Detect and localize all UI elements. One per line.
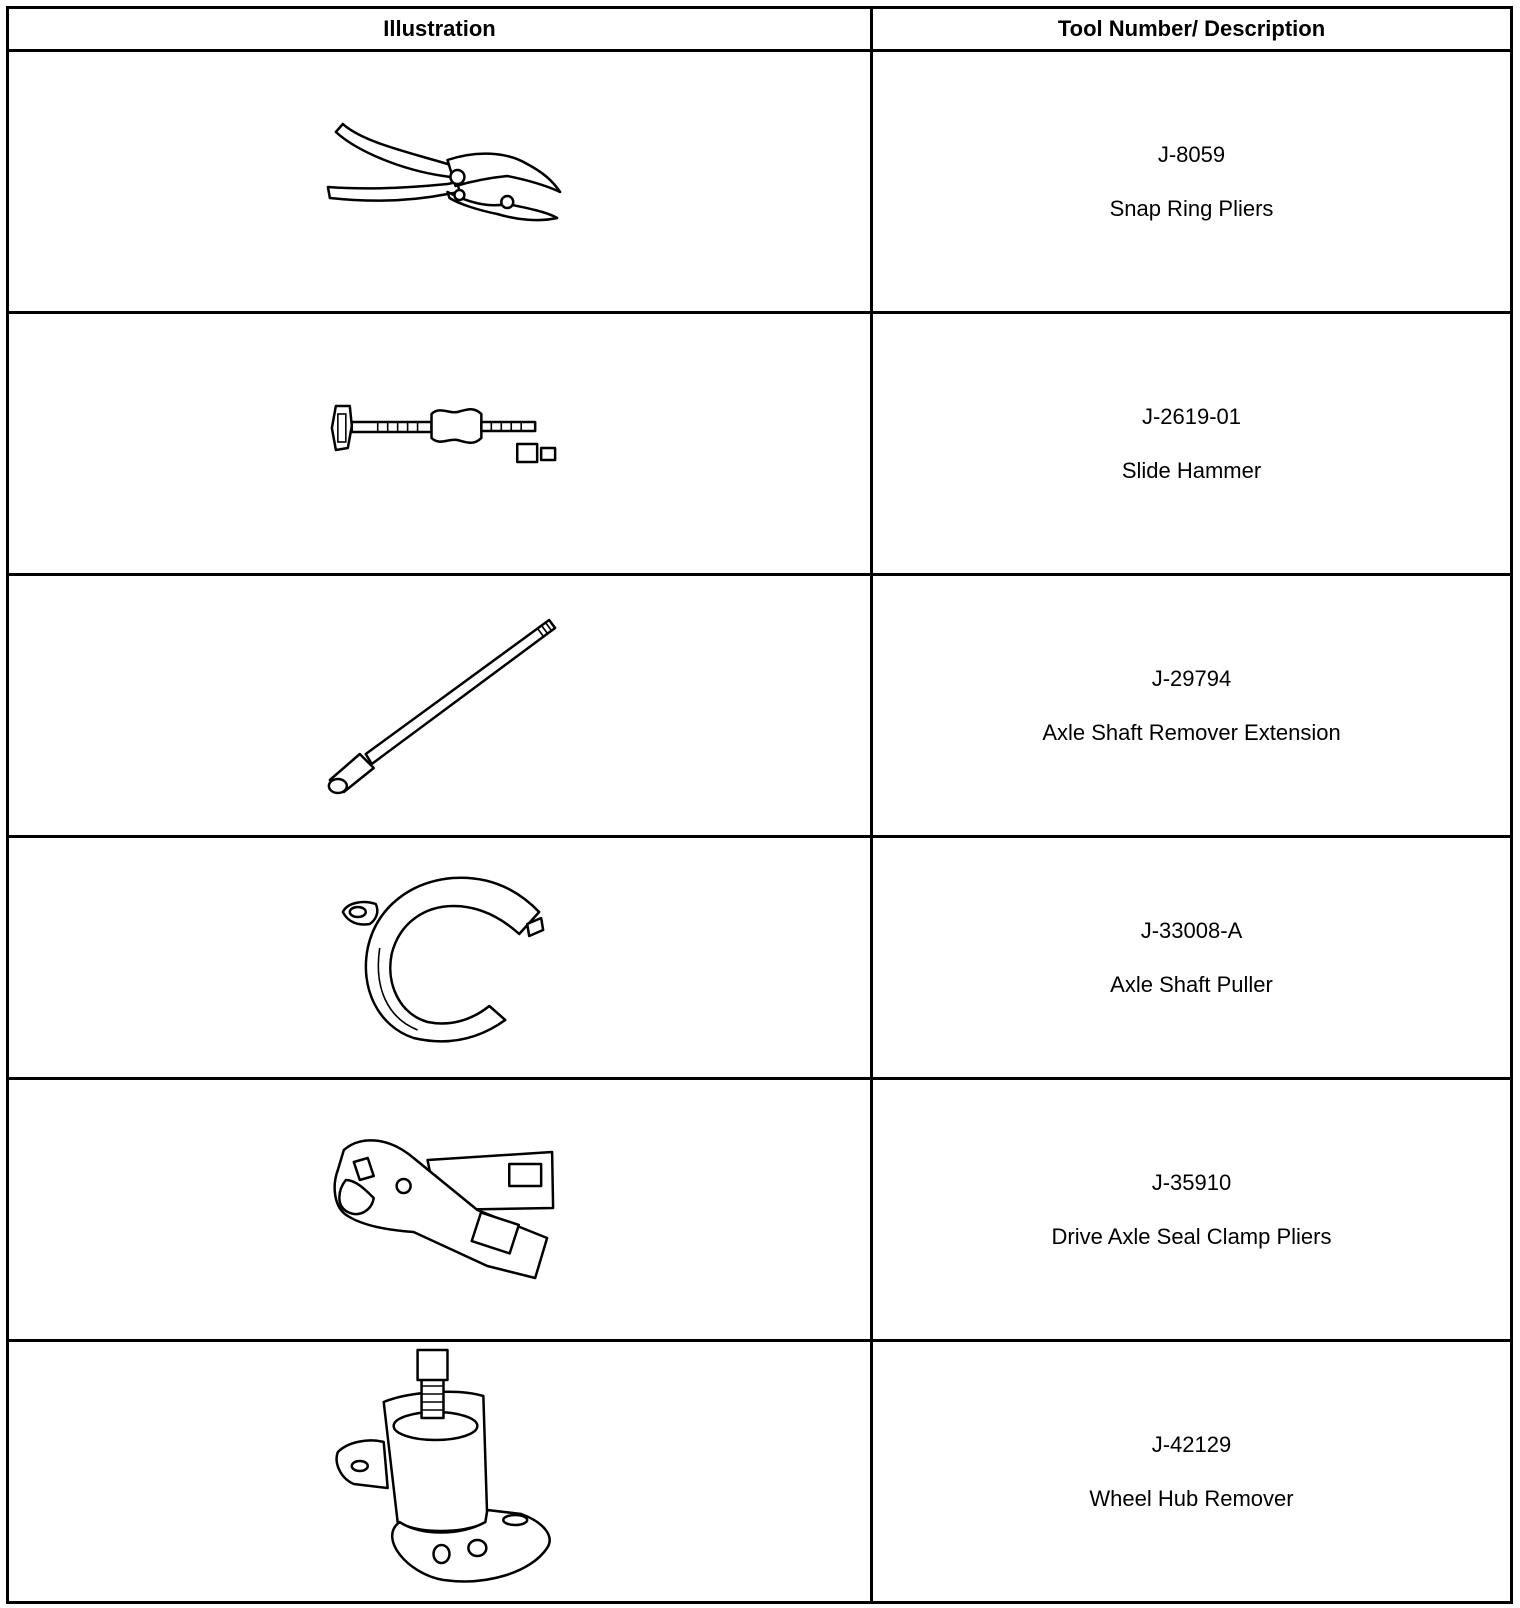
tool-description-cell — [872, 1079, 1512, 1341]
illustration-cell — [8, 1079, 872, 1341]
tool-description-cell — [872, 575, 1512, 837]
tool-name: Slide Hammer — [1121, 457, 1262, 483]
drive-axle-seal-clamp-pliers-illustration — [9, 1080, 870, 1339]
tool-name: Snap Ring Pliers — [1109, 195, 1274, 221]
table-row — [8, 575, 1512, 837]
axle-shaft-puller-illustration — [9, 838, 870, 1077]
tool-description-cell — [872, 51, 1512, 313]
tool-name: Drive Axle Seal Clamp Pliers — [1051, 1223, 1332, 1249]
illustration-cell — [8, 313, 872, 575]
column-header-illustration: Illustration — [8, 8, 872, 51]
tool-description-cell — [872, 837, 1512, 1079]
tool-number: J-33008-A — [1140, 917, 1243, 943]
column-header-tool-number-description: Tool Number/ Description — [872, 8, 1512, 51]
table-row — [8, 51, 1512, 313]
tool-description-cell — [872, 1341, 1512, 1603]
tool-number: J-2619-01 — [1141, 403, 1242, 429]
tool-number: J-42129 — [1151, 1431, 1232, 1457]
special-tools-table — [6, 6, 1513, 1604]
tool-name: Wheel Hub Remover — [1089, 1485, 1294, 1511]
snap-ring-pliers-illustration — [9, 52, 870, 311]
axle-shaft-remover-extension-illustration — [9, 576, 870, 835]
tool-number: J-8059 — [1157, 141, 1226, 167]
tool-number: J-29794 — [1151, 665, 1232, 691]
table-row — [8, 1341, 1512, 1603]
table-row — [8, 313, 1512, 575]
tool-name: Axle Shaft Puller — [1110, 971, 1273, 997]
tool-name: Axle Shaft Remover Extension — [1042, 719, 1341, 745]
illustration-cell — [8, 1341, 872, 1603]
tool-description-cell — [872, 313, 1512, 575]
illustration-cell — [8, 51, 872, 313]
slide-hammer-illustration — [9, 314, 870, 573]
table-row — [8, 1079, 1512, 1341]
table-header-row — [8, 8, 1512, 51]
table-row — [8, 837, 1512, 1079]
illustration-cell — [8, 575, 872, 837]
tool-number: J-35910 — [1151, 1169, 1232, 1195]
wheel-hub-remover-illustration — [9, 1342, 870, 1601]
illustration-cell — [8, 837, 872, 1079]
